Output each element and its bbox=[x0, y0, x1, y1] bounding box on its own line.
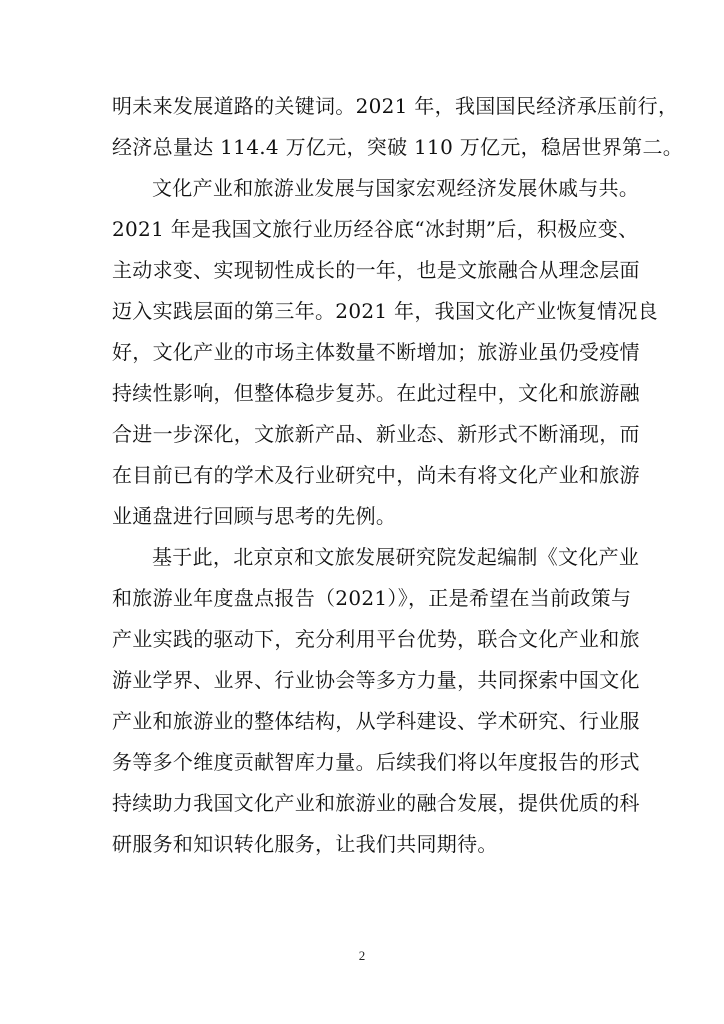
text-line: 基于此，北京京和文旅发展研究院发起编制《文化产业 bbox=[152, 545, 640, 569]
text-line: 研服务和知识转化服务，让我们共同期待。 bbox=[112, 832, 498, 856]
paragraph-3 bbox=[112, 537, 640, 865]
text-line: 产业实践的驱动下，充分利用平台优势，联合文化产业和旅 bbox=[112, 627, 640, 651]
text-line: 在目前已有的学术及行业研究中，尚未有将文化产业和旅游 bbox=[112, 463, 640, 487]
text-line: 务等多个维度贡献智库力量。后续我们将以年度报告的形式 bbox=[112, 750, 640, 774]
paragraph-1 bbox=[112, 86, 684, 168]
text-line: 迈入实践层面的第三年。2021 年，我国文化产业恢复情况良 bbox=[112, 299, 658, 323]
text-line: 好，文化产业的市场主体数量不断增加；旅游业虽仍受疫情 bbox=[112, 340, 640, 364]
text-line: 持续性影响，但整体稳步复苏。在此过程中，文化和旅游融 bbox=[112, 381, 640, 405]
page-number: 2 bbox=[358, 948, 366, 963]
body-text bbox=[112, 86, 684, 865]
text-line: 主动求变、实现韧性成长的一年，也是文旅融合从理念层面 bbox=[112, 258, 640, 282]
text-line: 2021 年是我国文旅行业历经谷底“冰封期”后，积极应变、 bbox=[112, 217, 639, 241]
text-line: 和旅游业年度盘点报告（2021）》，正是希望在当前政策与 bbox=[112, 586, 632, 610]
text-line: 游业学界、业界、行业协会等多方力量，共同探索中国文化 bbox=[112, 668, 640, 692]
text-line: 持续助力我国文化产业和旅游业的融合发展，提供优质的科 bbox=[112, 791, 640, 815]
text-line: 产业和旅游业的整体结构，从学科建设、学术研究、行业服 bbox=[112, 709, 640, 733]
text-line: 文化产业和旅游业发展与国家宏观经济发展休戚与共。 bbox=[152, 176, 640, 200]
text-line: 业通盘进行回顾与思考的先例。 bbox=[112, 504, 397, 528]
text-line: 明未来发展道路的关键词。2021 年，我国国民经济承压前行， bbox=[112, 94, 679, 118]
paragraph-2 bbox=[112, 168, 658, 537]
text-line: 经济总量达 114.4 万亿元，突破 110 万亿元，稳居世界第二。 bbox=[112, 135, 684, 159]
text-line: 合进一步深化，文旅新产品、新业态、新形式不断涌现，而 bbox=[112, 422, 640, 446]
